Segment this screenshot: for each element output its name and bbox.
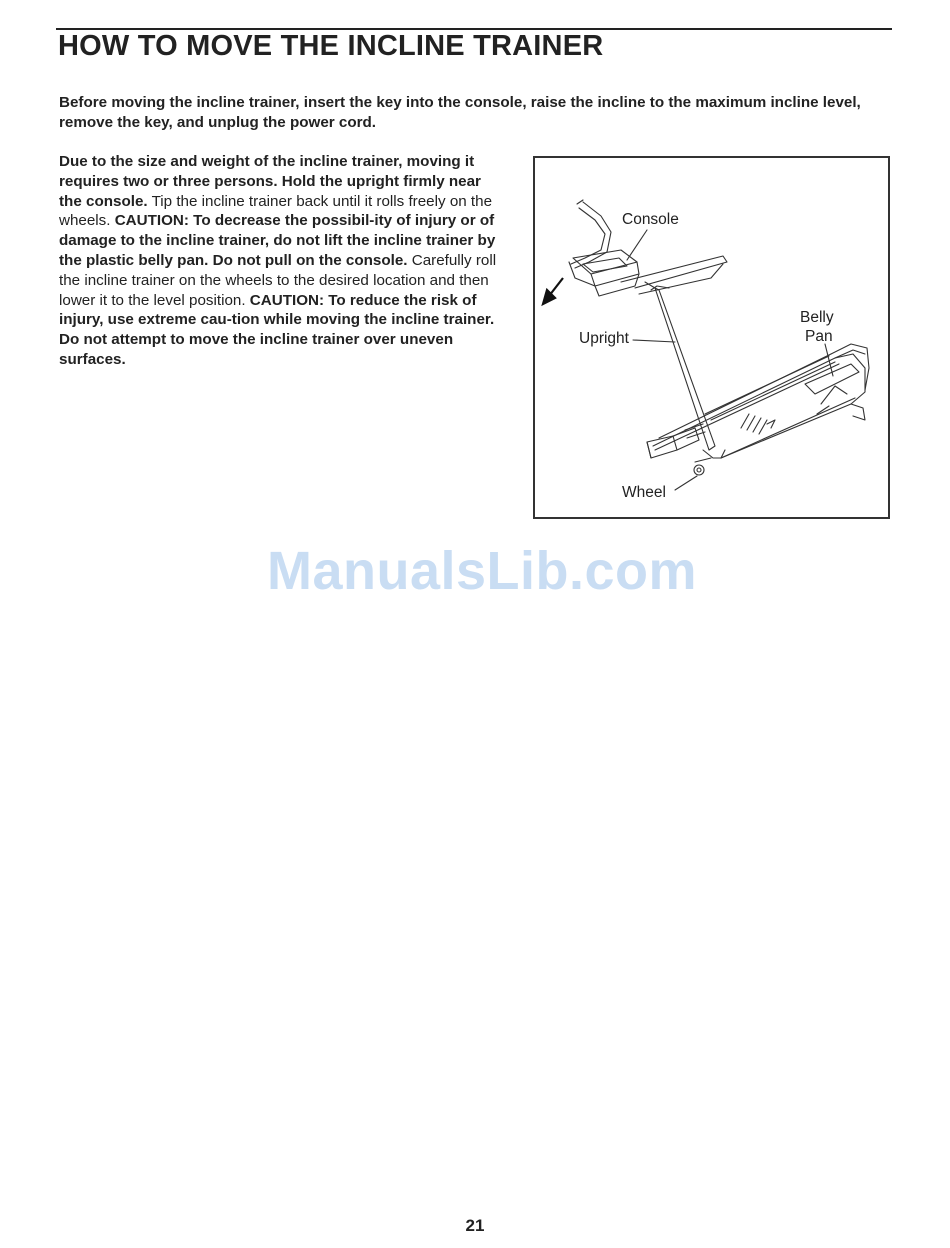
incline-trainer-figure — [533, 156, 890, 519]
console-label: Console — [622, 211, 679, 228]
page-title: HOW TO MOVE THE INCLINE TRAINER — [58, 30, 604, 62]
watermark: ManualsLib.com — [266, 541, 698, 601]
caution-segment-1: CAUTION: To decrease the possibil-ity of injury or of damage to the incline trainer, do not lift the incline trainer by the plastic belly pan. Do not pull on the console. — [59, 212, 496, 269]
instruction-segment-2: Tip the incline trainer back until it rolls freely on the wheels. — [59, 192, 493, 230]
page-number: 21 — [465, 1216, 485, 1235]
belly-label: Belly — [800, 309, 834, 326]
instruction-segment-3: Carefully roll the incline trainer on the wheels to the desired location and then lower it to the level position. — [59, 251, 497, 309]
pan-label: Pan — [805, 328, 833, 345]
caution-segment-2: CAUTION: To reduce the risk of injury, use extreme cau-tion while moving the incline trainer. Do not attempt to move the incline trainer over uneven surfaces. — [59, 291, 495, 368]
intro-paragraph: Before moving the incline trainer, insert the key into the console, raise the incline to the maximum incline level, remove the key, and unplug the power cord. — [59, 94, 861, 131]
upright-label: Upright — [579, 330, 629, 347]
instruction-segment-1: Due to the size and weight of the incline trainer, moving it requires two or three persons. Hold the upright firmly near the console. — [59, 153, 481, 210]
instructions-paragraph — [59, 152, 499, 370]
wheel-label: Wheel — [622, 484, 666, 501]
